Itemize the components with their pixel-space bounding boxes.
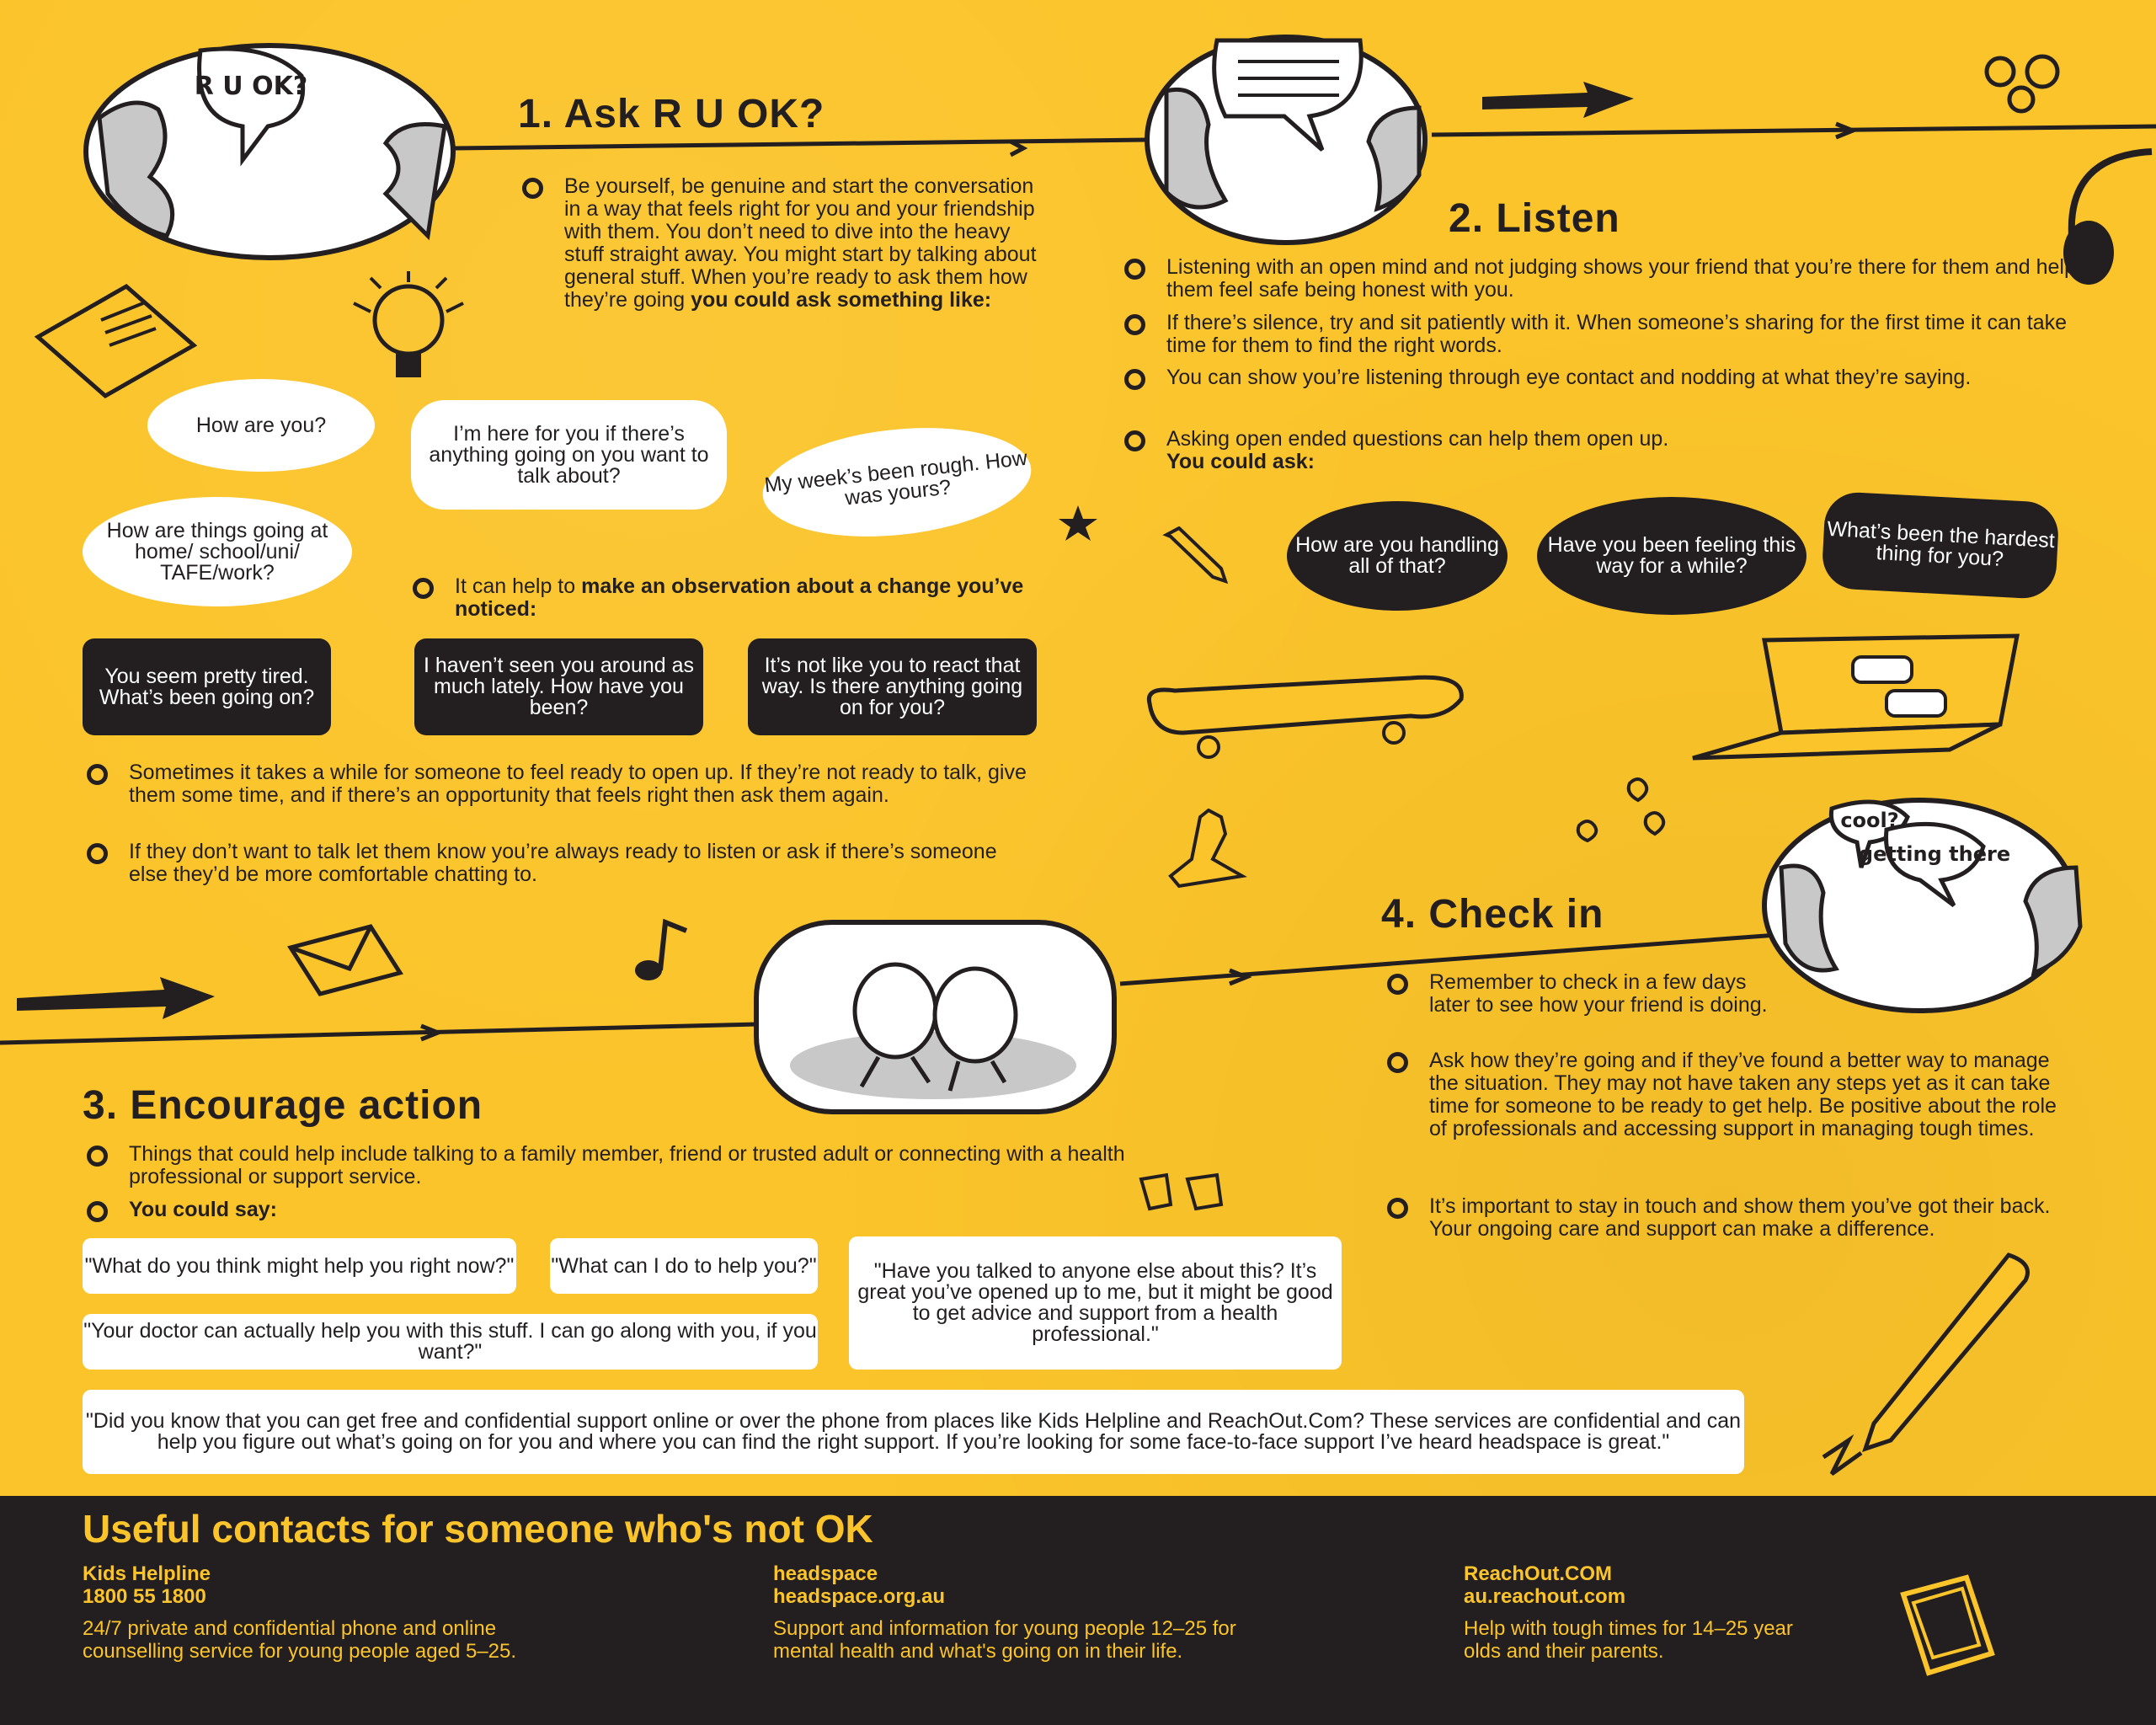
step1-bullet-observation xyxy=(455,575,1044,621)
bubble-handling: How are you handling all of that? xyxy=(1287,501,1508,611)
footer-title: Useful contacts for someone who's not OK xyxy=(83,1507,873,1551)
step4-title: 4. Check in xyxy=(1381,892,1604,937)
obs-not-like-you-bubble: It’s not like you to react that way. Is there anything going on for you? xyxy=(748,638,1037,735)
notebook-icon xyxy=(34,278,202,404)
two-faces-illustration xyxy=(83,42,457,261)
phone-icon xyxy=(1895,1573,2000,1679)
head-bubble-text: R U OK? xyxy=(194,72,308,101)
bubble-week-rough: My week’s been rough. How was yours? xyxy=(757,416,1036,549)
step2-bullet-open-ended xyxy=(1166,428,2093,473)
head-bubble-text: cool? xyxy=(1840,809,1899,832)
bubble-things-going: How are things going at home/ school/uni/ TAFE/work? xyxy=(83,497,352,606)
bubble-how-are-you: How are you? xyxy=(147,379,375,472)
obs-tired-bubble: You seem pretty tired. What’s been going on? xyxy=(83,638,331,735)
obs-havent-seen-bubble: I haven’t seen you around as much lately. How have you been? xyxy=(414,638,703,735)
pencil-icon xyxy=(1162,526,1230,585)
pen-icon xyxy=(1815,1247,2042,1482)
skateboard-icon xyxy=(1141,670,1470,762)
bubble-hardest: What’s been the hardest thing for you? xyxy=(1821,491,2060,600)
star-icon xyxy=(1057,504,1099,542)
listening-faces-illustration xyxy=(1141,32,1432,247)
step1-bullet-dont-want: If they don’t want to talk let them know you’re always ready to listen or ask if there’s someone else they’d be more comfortable chatting to. xyxy=(129,841,1038,886)
step1-title: 1. Ask R U OK? xyxy=(518,92,825,136)
bullet-text: Asking open ended questions can help them open up. xyxy=(1166,427,1669,451)
chess-rook-icon xyxy=(1162,809,1259,893)
bullet-text: It can help to xyxy=(455,574,576,598)
step2-title: 2. Listen xyxy=(1449,196,1620,241)
quote-doctor: "Your doctor can actually help you with this stuff. I can go along with you, if you want?" xyxy=(83,1314,818,1370)
quote-talked: "Have you talked to anyone else about this? It’s great you’ve opened up to me, but it might be good to get advice and support from a health professional." xyxy=(849,1236,1342,1370)
contact-desc: Help with tough times for 14–25 year olds and their parents. xyxy=(1464,1617,1793,1663)
step4-bullet-ask: Ask how they’re going and if they’ve found a better way to manage the situation. They may not have taken any steps yet as it can take time for someone to be ready to get help. Be positive about the role of professionals and accessing support in managing tough times. xyxy=(1429,1049,2078,1140)
bullet-bold-text: You could say: xyxy=(129,1198,277,1221)
bubble-feeling: Have you been feeling this way for a while? xyxy=(1537,497,1806,615)
contact-name: headspace xyxy=(773,1562,878,1585)
step1-bullet-sometimes: Sometimes it takes a while for someone to feel ready to open up. If they’re not ready to talk, give them some time, and if there’s an opportunity that feels right then ask them again. xyxy=(129,761,1038,807)
step4-bullet-important: It’s important to stay in touch and show them you’ve got their back. Your ongoing care and support can make a difference. xyxy=(1429,1195,2078,1241)
contact-detail[interactable]: headspace.org.au xyxy=(773,1585,946,1608)
contact-desc: Support and information for young people 12–25 for mental health and what's going on in their life. xyxy=(773,1617,1236,1663)
contact-detail[interactable]: au.reachout.com xyxy=(1464,1585,1626,1608)
contact-name: Kids Helpline xyxy=(83,1562,211,1585)
lightbulb-icon xyxy=(345,270,480,387)
arrow-right-icon xyxy=(1478,80,1638,122)
hearts-icon xyxy=(1571,775,1680,842)
contact-name: ReachOut.COM xyxy=(1464,1562,1613,1585)
check-in-faces-illustration xyxy=(1756,792,2084,1015)
head-bubble-text: getting there xyxy=(1858,842,2011,866)
step3-bullet-say xyxy=(129,1199,634,1221)
bullet-bold-text: make an observation about a change you’ve noticed: xyxy=(455,574,1024,621)
running-friends-illustration xyxy=(752,918,1118,1116)
envelope-icon xyxy=(286,922,404,998)
arrow-right-icon xyxy=(13,973,219,1023)
quote-did-you-know: "Did you know that you can get free and confidential support online or over the phone from places like Kids Helpline and ReachOut.Com? These services are confidential and can help you figure out what’s going on for you and where you can find the right support. If you’re looking for some face-to-face support I’ve heard headspace is great." xyxy=(83,1390,1744,1474)
step2-bullet-open-mind: Listening with an open mind and not judging shows your friend that you’re there for them and helps them feel safe being honest with you. xyxy=(1166,256,2093,302)
step1-bullet-intro xyxy=(564,175,1044,312)
step3-title: 3. Encourage action xyxy=(83,1083,483,1128)
bullet-bold-text: You could ask: xyxy=(1166,450,1315,473)
bullet-text: Be yourself, be genuine and start the conversation in a way that feels right for you and your friendship with them. You don’t need to dive into the heavy stuff straight away. You might start by talking about general stuff. When you’re ready to ask them how they’re going xyxy=(564,174,1037,312)
music-note-icon xyxy=(632,918,691,985)
quote-what-think: "What do you think might help you right now?" xyxy=(83,1238,516,1294)
step2-bullet-eye-contact: You can show you’re listening through eye contact and nodding at what they’re saying. xyxy=(1166,366,2093,389)
step2-bullet-silence: If there’s silence, try and sit patiently with it. When someone’s sharing for the first time it can take time for them to find the right words. xyxy=(1166,312,2093,357)
contact-detail[interactable]: 1800 55 1800 xyxy=(83,1585,206,1608)
laptop-icon xyxy=(1689,632,2021,766)
step4-bullet-remember: Remember to check in a few days later to see how your friend is doing. xyxy=(1429,971,1783,1017)
bubble-here-for-you: I’m here for you if there’s anything going on you want to talk about? xyxy=(411,400,727,510)
contact-desc: 24/7 private and confidential phone and online counselling service for young people aged 5–25. xyxy=(83,1617,517,1663)
step3-bullet-things: Things that could help include talking to a family member, friend or trusted adult or connecting with a health professional or support service. xyxy=(129,1143,1165,1188)
quote-what-can-i-do: "What can I do to help you?" xyxy=(550,1238,818,1294)
gears-icon xyxy=(1975,51,2080,118)
bullet-bold-text: you could ask something like: xyxy=(691,288,992,312)
